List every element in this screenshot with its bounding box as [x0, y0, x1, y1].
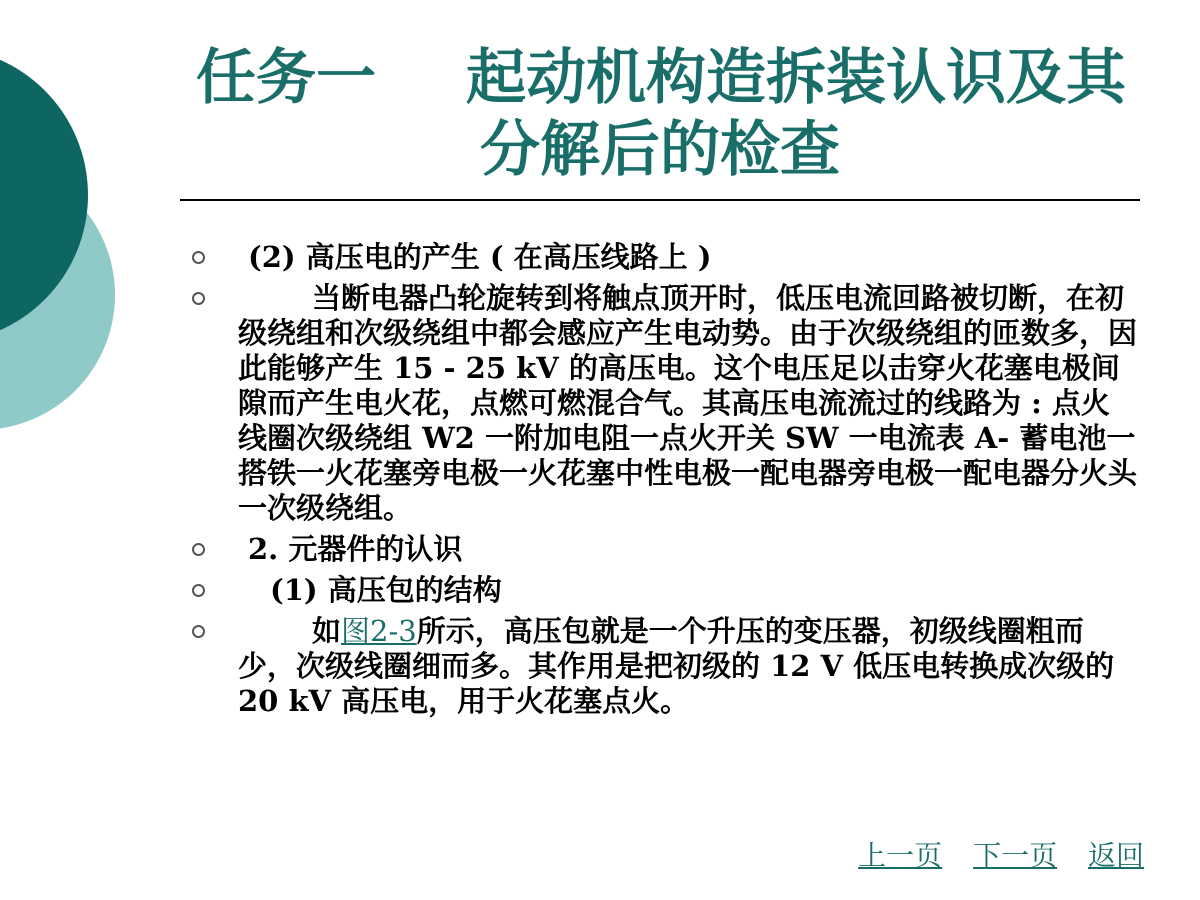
item-text: (1) 高压包的结构 [270, 573, 502, 607]
item-text: 2. 元器件的认识 [248, 532, 463, 566]
navigation-links [836, 834, 1144, 874]
title-task-label: 任务一 [196, 43, 376, 113]
next-page-link[interactable]: 下一页 [973, 839, 1058, 872]
item-text: 当断电器凸轮旋转到将触点顶开时，低压电流回路被切断，在初级绕组和次级绕组中都会感应产生电动势。由于次级绕组的匝数多，因此能够产生 15 - 25 kV 的高压电。这个电压足以击穿火花塞电极间隙而产生电火花，点燃可燃混合气。其高压电流流过的线路为 : 点火线圈次级绕组 W2 一附加电阻一点火开关 SW 一电流表 A- 蓄电池一搭铁一火花塞旁电极一火花塞中性电极一配电器旁电极一配电器分火头一次级绕组。 [238, 281, 1138, 525]
decorative-circles [0, 0, 200, 520]
item-text-prefix: 如 [312, 614, 342, 648]
bullet-list [188, 240, 1138, 725]
circle-bullet-icon [192, 584, 205, 597]
list-item [188, 573, 1138, 608]
slide-title [180, 42, 1140, 186]
list-item [188, 240, 1138, 275]
title-divider [180, 199, 1140, 201]
list-item [188, 281, 1138, 526]
item-text-suffix: 所示，高压包就是一个升压的变压器，初级线圈粗而少，次级线圈细而多。其作用是把初级的 12 V 低压电转换成次级的 20 kV 高压电，用于火花塞点火。 [238, 614, 1115, 718]
circle-bullet-icon [192, 292, 205, 305]
item-text: (2) 高压电的产生 ( 在高压线路上 ) [248, 240, 712, 274]
figure-link[interactable]: 图2-3 [341, 614, 417, 648]
title-line2: 分解后的检查 [480, 115, 840, 185]
list-item [188, 614, 1138, 719]
circle-bullet-icon [192, 251, 205, 264]
back-link[interactable]: 返回 [1087, 839, 1144, 872]
title-line1: 起动机构造拆装认识及其 [466, 43, 1126, 113]
list-item [188, 532, 1138, 567]
circle-bullet-icon [192, 543, 205, 556]
circle-bullet-icon [192, 625, 205, 638]
prev-page-link[interactable]: 上一页 [858, 839, 943, 872]
